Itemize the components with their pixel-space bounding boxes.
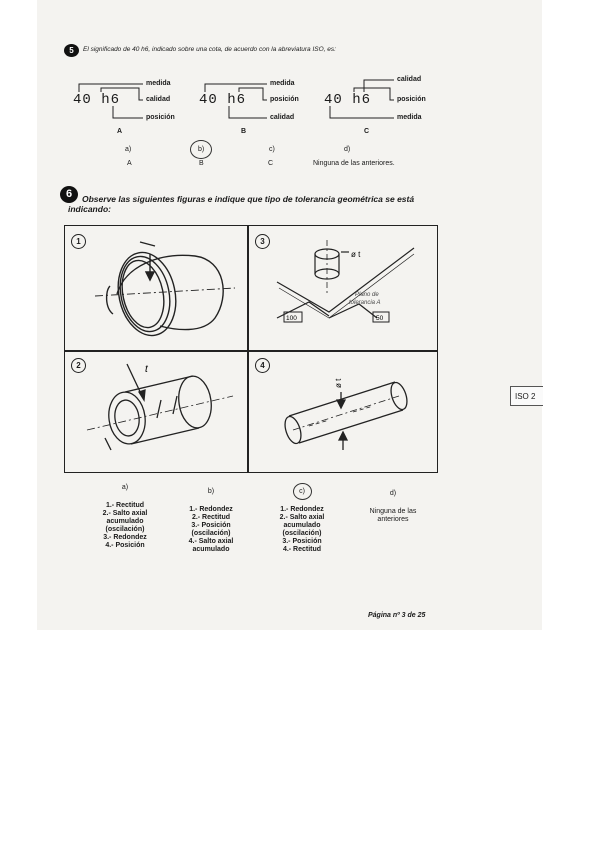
answer-b-key[interactable]: b)	[207, 488, 215, 495]
notation-b-label-1: medida	[270, 80, 295, 87]
q5-selected-circle	[190, 140, 212, 159]
notation-b-label-2: posición	[270, 96, 299, 103]
answer-a-line-6: 4.- Posición	[105, 542, 145, 549]
q5-option-a-key[interactable]: a)	[125, 146, 132, 153]
q5-option-d-value: Ninguna de las anteriores.	[313, 160, 395, 167]
question-6-text-line1: Observe las siguientes figuras e indique que tipo de tolerancia geométrica se está	[82, 194, 415, 204]
notation-b-letter: B	[241, 128, 247, 135]
answer-a-line-4: (oscilación)	[105, 526, 145, 533]
answer-c-line-6: 4.- Rectitud	[282, 546, 322, 553]
q5-option-c-key[interactable]: c)	[269, 146, 275, 153]
question-5-options	[0, 146, 599, 176]
answer-a-key[interactable]: a)	[121, 484, 129, 491]
notation-a-letter: A	[117, 128, 123, 135]
page-number: Página nº 3 de 25	[368, 612, 426, 619]
figure-4-drawing	[249, 352, 430, 473]
notation-c-letter: C	[364, 128, 370, 135]
answer-a-line-3: acumulado	[106, 518, 144, 525]
figure-3-number: 3	[255, 234, 270, 249]
figure-3-plane-label-1: Plano de	[355, 292, 379, 298]
notation-b-leaders	[199, 74, 319, 144]
answer-c-line-3: acumulado	[283, 522, 321, 529]
answer-b-line-5: 4.- Salto axial	[188, 538, 234, 545]
notation-b-code: 40 h6	[199, 92, 247, 108]
q5-option-d-key[interactable]: d)	[344, 146, 351, 153]
figure-4-tolerance-label: ø t	[334, 378, 343, 388]
question-5-number: 5	[64, 44, 79, 57]
answer-d-key[interactable]: d)	[389, 490, 397, 497]
answer-d[interactable]	[358, 490, 428, 524]
answer-c-line-2: 2.- Salto axial	[279, 514, 325, 521]
figure-1-number: 1	[71, 234, 86, 249]
notation-a-leaders	[73, 74, 193, 144]
notation-c	[324, 70, 444, 144]
answer-b-line-4: (oscilación)	[191, 530, 231, 537]
notation-a-label-3: posición	[146, 114, 175, 121]
answer-a-line-1: 1.- Rectitud	[105, 502, 145, 509]
figure-1	[65, 226, 246, 349]
figure-2-number: 2	[71, 358, 86, 373]
figure-3	[249, 226, 430, 349]
notation-c-label-1: calidad	[397, 76, 422, 83]
figure-4-number: 4	[255, 358, 270, 373]
answer-b[interactable]	[181, 488, 241, 554]
notation-b-label-3: calidad	[270, 114, 295, 121]
question-6-text	[68, 194, 468, 214]
figure-3-plane-label-2: tolerancia A	[349, 300, 381, 306]
notation-c-label-3: medida	[397, 114, 422, 121]
figure-2-drawing	[65, 352, 246, 473]
answer-d-line-2: anteriores	[377, 516, 409, 523]
answer-d-line-1: Ninguna de las	[369, 508, 417, 515]
figure-2	[65, 352, 246, 475]
answer-c-key[interactable]: c)	[299, 488, 305, 495]
question-6-number: 6	[60, 186, 78, 203]
notation-a	[73, 74, 193, 144]
q5-option-c-value: C	[268, 160, 274, 167]
answer-b-line-3: 3.- Posición	[191, 522, 231, 529]
notation-b	[199, 74, 319, 144]
notation-a-label-1: medida	[146, 80, 171, 87]
notation-c-code: 40 h6	[324, 92, 372, 108]
answer-c-line-5: 3.- Posición	[282, 538, 322, 545]
answer-b-line-2: 2.- Rectitud	[191, 514, 231, 521]
q5-option-a-value: A	[127, 160, 132, 167]
figure-1-drawing	[65, 226, 246, 349]
answer-a-line-2: 2.- Salto axial	[102, 510, 148, 517]
figure-2-tolerance-label: t	[145, 364, 148, 375]
question-6-text-line2: indicando:	[68, 204, 111, 214]
notation-c-label-2: posición	[397, 96, 426, 103]
question-5-text: El significado de 40 h6, indicado sobre una cota, de acuerdo con la abreviatura ISO, es:	[83, 46, 336, 53]
figure-grid	[64, 225, 438, 473]
figure-3-dim-2: 50	[376, 315, 384, 322]
answer-a[interactable]	[95, 484, 155, 550]
figure-3-drawing	[249, 226, 430, 349]
answer-c-line-4: (oscilación)	[282, 530, 322, 537]
q5-option-b-value: B	[199, 160, 204, 167]
notation-a-code: 40 h6	[73, 92, 121, 108]
figure-3-tolerance-label: ø t	[351, 250, 361, 259]
answer-c-line-1: 1.- Redondez	[280, 506, 324, 513]
notation-a-label-2: calidad	[146, 96, 171, 103]
answer-a-line-5: 3.- Redondez	[103, 534, 147, 541]
side-tab-label: ISO 2	[510, 386, 543, 406]
figure-4	[249, 352, 430, 475]
q5-option-b-key[interactable]: b)	[198, 146, 205, 153]
answer-c[interactable]	[272, 488, 332, 554]
figure-3-dim-1: 100	[286, 315, 297, 322]
answer-b-line-1: 1.- Redondez	[189, 506, 233, 513]
answer-b-line-6: acumulado	[192, 546, 230, 553]
